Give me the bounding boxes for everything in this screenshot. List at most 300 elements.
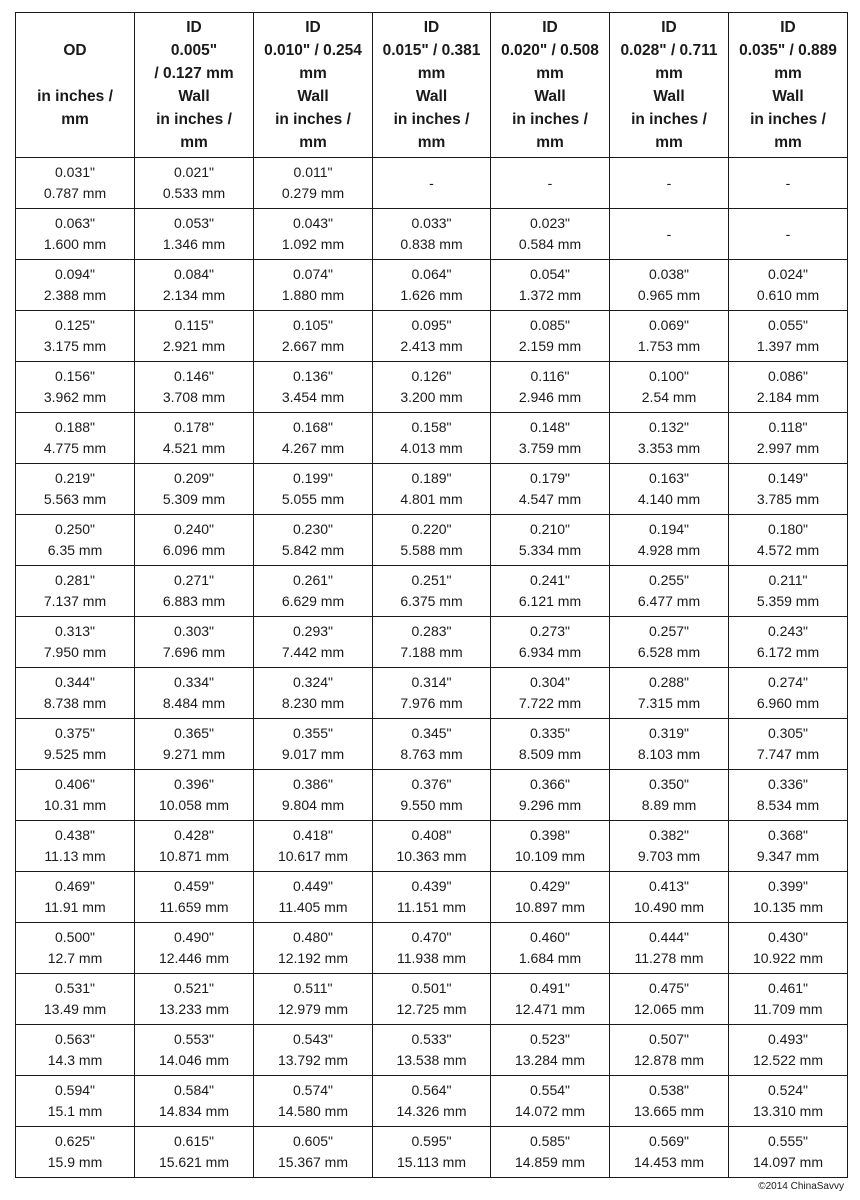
mm-value: 5.563 mm [43, 491, 107, 507]
table-row [16, 668, 848, 719]
wall-cell [491, 1076, 610, 1127]
header-line: / 0.127 mm [154, 65, 234, 82]
mm-value: 3.175 mm [43, 338, 107, 354]
mm-value: 0.533 mm [162, 185, 226, 201]
wall-cell [610, 209, 729, 260]
od-cell [16, 311, 135, 362]
mm-value: 4.547 mm [518, 491, 582, 507]
mm-value: 10.109 mm [514, 848, 586, 864]
wall-cell [135, 974, 254, 1025]
header-line: 0.015" / 0.381 [382, 42, 481, 59]
inch-value: 0.475" [648, 980, 689, 996]
mm-value: 3.454 mm [281, 389, 345, 405]
wall-cell [254, 923, 373, 974]
wall-cell [610, 770, 729, 821]
inch-value: 0.511" [293, 980, 333, 996]
od-cell [16, 770, 135, 821]
inch-value: 0.063" [54, 215, 95, 231]
inch-value: 0.521" [173, 980, 214, 996]
mm-value: 6.121 mm [518, 593, 582, 609]
header-line: Wall [534, 88, 566, 105]
inch-value: 0.105" [292, 317, 333, 333]
mm-value: 15.113 mm [397, 1154, 466, 1170]
wall-cell [729, 413, 848, 464]
wall-cell [373, 923, 491, 974]
inch-value: 0.158" [411, 419, 452, 435]
mm-value: 7.442 mm [281, 644, 345, 660]
inch-value: 0.408" [411, 827, 452, 843]
inch-value: 0.288" [648, 674, 689, 690]
header-line: ID [661, 19, 677, 36]
inch-value: 0.273" [529, 623, 570, 639]
wall-cell [610, 668, 729, 719]
header-line: ID [542, 19, 558, 36]
table-row [16, 770, 848, 821]
od-cell [16, 923, 135, 974]
tube-size-table [15, 12, 848, 1178]
od-cell [16, 719, 135, 770]
wall-cell [491, 566, 610, 617]
mm-value: 11.13 mm [44, 848, 106, 864]
header-line: ID [423, 19, 440, 36]
inch-value: 0.100" [648, 368, 689, 384]
mm-value: 1.346 mm [162, 236, 226, 252]
wall-cell [729, 158, 848, 209]
wall-cell [373, 617, 491, 668]
inch-value: 0.240" [173, 521, 214, 537]
table-row [16, 719, 848, 770]
od-cell [16, 1076, 135, 1127]
wall-cell [135, 821, 254, 872]
wall-cell [254, 158, 373, 209]
inch-value: 0.469" [54, 878, 95, 894]
inch-value: 0.189" [411, 470, 452, 486]
wall-cell [729, 719, 848, 770]
wall-cell [729, 260, 848, 311]
wall-cell [491, 1127, 610, 1178]
mm-value: 11.938 mm [397, 950, 466, 966]
mm-value: 9.296 mm [518, 797, 582, 813]
wall-cell [729, 770, 848, 821]
inch-value: 0.375" [54, 725, 95, 741]
mm-value: 9.703 mm [637, 848, 701, 864]
empty-dash: - [547, 174, 553, 191]
wall-cell [491, 413, 610, 464]
mm-value: 0.584 mm [518, 236, 582, 252]
wall-cell [729, 1025, 848, 1076]
mm-value: 0.787 mm [43, 185, 107, 201]
inch-value: 0.188" [54, 419, 95, 435]
wall-cell [729, 515, 848, 566]
wall-cell [254, 1076, 373, 1127]
mm-value: 8.484 mm [162, 695, 226, 711]
inch-value: 0.418" [292, 827, 333, 843]
inch-value: 0.344" [54, 674, 95, 690]
wall-cell [135, 617, 254, 668]
header-line: in inches / [275, 111, 351, 128]
inch-value: 0.281" [54, 572, 95, 588]
inch-value: 0.031" [54, 164, 95, 180]
od-cell [16, 209, 135, 260]
mm-value: 13.538 mm [396, 1052, 467, 1068]
inch-value: 0.084" [173, 266, 214, 282]
inch-value: 0.334" [173, 674, 214, 690]
header-line: Wall [772, 88, 804, 105]
wall-cell [729, 1127, 848, 1178]
inch-value: 0.118" [768, 419, 808, 435]
table-row [16, 872, 848, 923]
mm-value: 11.151 mm [397, 899, 466, 915]
wall-cell [135, 209, 254, 260]
header-line: Wall [178, 88, 210, 105]
header-line: in inches / [631, 111, 707, 128]
header-id-3 [373, 13, 491, 158]
od-cell [16, 1025, 135, 1076]
inch-value: 0.220" [411, 521, 452, 537]
mm-value: 5.359 mm [756, 593, 820, 609]
mm-value: 12.446 mm [158, 950, 230, 966]
mm-value: 4.140 mm [637, 491, 701, 507]
mm-value: 6.629 mm [281, 593, 345, 609]
wall-cell [373, 719, 491, 770]
wall-cell [254, 362, 373, 413]
inch-value: 0.413" [648, 878, 689, 894]
mm-value: 7.950 mm [43, 644, 107, 660]
wall-cell [610, 1025, 729, 1076]
mm-value: 9.550 mm [400, 797, 463, 813]
wall-cell [373, 872, 491, 923]
inch-value: 0.569" [648, 1133, 689, 1149]
inch-value: 0.335" [529, 725, 570, 741]
inch-value: 0.125" [54, 317, 95, 333]
mm-value: 2.184 mm [756, 389, 820, 405]
mm-value: 4.013 mm [400, 440, 463, 456]
header-line: in inches / [37, 88, 113, 105]
mm-value: 12.725 mm [396, 1001, 467, 1017]
wall-cell [373, 209, 491, 260]
header-line: in inches / [393, 111, 470, 128]
inch-value: 0.584" [173, 1082, 214, 1098]
mm-value: 11.709 mm [753, 1001, 823, 1017]
header-line: 0.005" [170, 42, 218, 59]
header-id-4 [491, 13, 610, 158]
mm-value: 9.525 mm [43, 746, 107, 762]
mm-value: 3.785 mm [756, 491, 820, 507]
wall-cell [610, 821, 729, 872]
mm-value: 4.775 mm [43, 440, 107, 456]
wall-cell [491, 362, 610, 413]
inch-value: 0.257" [648, 623, 689, 639]
inch-value: 0.449" [292, 878, 333, 894]
inch-value: 0.250" [54, 521, 95, 537]
mm-value: 12.7 mm [47, 950, 103, 966]
inch-value: 0.064" [411, 266, 452, 282]
wall-cell [610, 158, 729, 209]
inch-value: 0.524" [767, 1082, 808, 1098]
table-row [16, 515, 848, 566]
empty-dash: - [785, 174, 791, 191]
wall-cell [491, 464, 610, 515]
wall-cell [729, 668, 848, 719]
wall-cell [610, 515, 729, 566]
wall-cell [491, 821, 610, 872]
mm-value: 7.747 mm [756, 746, 820, 762]
mm-value: 2.134 mm [162, 287, 226, 303]
header-line: in inches / [512, 111, 588, 128]
wall-cell [491, 770, 610, 821]
inch-value: 0.255" [648, 572, 689, 588]
wall-cell [254, 821, 373, 872]
mm-value: 2.667 mm [281, 338, 345, 354]
mm-value: 5.588 mm [400, 542, 463, 558]
mm-value: 2.54 mm [641, 389, 697, 405]
wall-cell [135, 923, 254, 974]
mm-value: 1.397 mm [756, 338, 820, 354]
wall-cell [491, 923, 610, 974]
table-row [16, 1127, 848, 1178]
mm-value: 7.315 mm [637, 695, 701, 711]
inch-value: 0.523" [529, 1031, 570, 1047]
mm-value: 6.960 mm [756, 695, 820, 711]
inch-value: 0.241" [529, 572, 570, 588]
wall-cell [729, 617, 848, 668]
inch-value: 0.324" [292, 674, 333, 690]
wall-cell [135, 719, 254, 770]
empty-dash: - [666, 174, 672, 191]
mm-value: 6.934 mm [518, 644, 582, 660]
mm-value: 12.471 mm [514, 1001, 586, 1017]
header-line: Wall [297, 88, 329, 105]
inch-value: 0.011" [293, 164, 333, 180]
mm-value: 3.962 mm [43, 389, 107, 405]
header-line: Wall [653, 88, 685, 105]
wall-cell [135, 1025, 254, 1076]
mm-value: 6.883 mm [162, 593, 226, 609]
wall-cell [135, 770, 254, 821]
inch-value: 0.055" [767, 317, 808, 333]
wall-cell [491, 311, 610, 362]
wall-cell [254, 668, 373, 719]
inch-value: 0.368" [767, 827, 808, 843]
inch-value: 0.126" [411, 368, 452, 384]
inch-value: 0.303" [173, 623, 214, 639]
inch-value: 0.470" [411, 929, 452, 945]
inch-value: 0.625" [54, 1133, 95, 1149]
wall-cell [254, 566, 373, 617]
inch-value: 0.386" [292, 776, 333, 792]
inch-value: 0.148" [529, 419, 570, 435]
wall-cell [491, 260, 610, 311]
header-line: mm [655, 134, 683, 151]
table-row [16, 923, 848, 974]
inch-value: 0.219" [54, 470, 95, 486]
header-line: ID [305, 19, 321, 36]
table-row [16, 617, 848, 668]
inch-value: 0.094" [54, 266, 95, 282]
inch-value: 0.095" [411, 317, 452, 333]
mm-value: 8.89 mm [641, 797, 697, 813]
header-line: 0.020" / 0.508 [501, 42, 599, 59]
wall-cell [373, 566, 491, 617]
inch-value: 0.209" [173, 470, 214, 486]
mm-value: 14.580 mm [277, 1103, 349, 1119]
inch-value: 0.319" [648, 725, 689, 741]
mm-value: 10.871 mm [158, 848, 230, 864]
inch-value: 0.199" [292, 470, 333, 486]
wall-cell [254, 974, 373, 1025]
wall-cell [135, 515, 254, 566]
mm-value: 5.334 mm [518, 542, 582, 558]
od-cell [16, 668, 135, 719]
wall-cell [610, 413, 729, 464]
empty-dash: - [666, 225, 672, 242]
inch-value: 0.460" [529, 929, 570, 945]
mm-value: 14.072 mm [514, 1103, 586, 1119]
inch-value: 0.116" [530, 368, 570, 384]
inch-value: 0.350" [648, 776, 689, 792]
wall-cell [610, 311, 729, 362]
header-line: in inches / [750, 111, 826, 128]
wall-cell [373, 311, 491, 362]
header-line: 0.035" / 0.889 [739, 42, 837, 59]
od-cell [16, 872, 135, 923]
wall-cell [491, 719, 610, 770]
od-cell [16, 158, 135, 209]
wall-cell [729, 464, 848, 515]
mm-value: 10.363 mm [396, 848, 467, 864]
wall-cell [729, 923, 848, 974]
header-line: in inches / [156, 111, 232, 128]
wall-cell [729, 1076, 848, 1127]
inch-value: 0.211" [768, 572, 808, 588]
wall-cell [254, 617, 373, 668]
mm-value: 4.267 mm [281, 440, 345, 456]
inch-value: 0.543" [292, 1031, 333, 1047]
copyright-notice: ©2014 ChinaSavvy [758, 1181, 844, 1192]
header-line: mm [536, 134, 564, 151]
wall-cell [491, 617, 610, 668]
inch-value: 0.033" [411, 215, 452, 231]
wall-cell [254, 311, 373, 362]
mm-value: 6.528 mm [637, 644, 701, 660]
inch-value: 0.069" [648, 317, 689, 333]
inch-value: 0.132" [648, 419, 689, 435]
mm-value: 6.096 mm [162, 542, 226, 558]
header-line: ID [780, 19, 796, 36]
mm-value: 14.046 mm [158, 1052, 230, 1068]
wall-cell [254, 413, 373, 464]
mm-value: 13.665 mm [633, 1103, 705, 1119]
wall-cell [610, 566, 729, 617]
wall-cell [373, 413, 491, 464]
mm-value: 6.35 mm [47, 542, 103, 558]
mm-value: 5.309 mm [162, 491, 226, 507]
inch-value: 0.194" [648, 521, 689, 537]
od-cell [16, 464, 135, 515]
inch-value: 0.024" [767, 266, 808, 282]
mm-value: 13.49 mm [43, 1001, 107, 1017]
inch-value: 0.345" [411, 725, 452, 741]
header-line: ID [186, 19, 202, 36]
mm-value: 10.617 mm [277, 848, 349, 864]
wall-cell [254, 515, 373, 566]
mm-value: 5.842 mm [281, 542, 345, 558]
mm-value: 0.838 mm [400, 236, 463, 252]
header-line: mm [299, 65, 327, 82]
mm-value: 7.976 mm [400, 695, 463, 711]
inch-value: 0.585" [529, 1133, 570, 1149]
header-line: 0.010" / 0.254 [264, 42, 362, 59]
wall-cell [135, 1076, 254, 1127]
inch-value: 0.115" [174, 317, 214, 333]
inch-value: 0.305" [767, 725, 808, 741]
header-line: mm [417, 65, 446, 82]
mm-value: 3.708 mm [162, 389, 226, 405]
table-row [16, 158, 848, 209]
inch-value: 0.304" [529, 674, 570, 690]
mm-value: 12.192 mm [277, 950, 349, 966]
mm-value: 1.880 mm [281, 287, 345, 303]
wall-cell [373, 464, 491, 515]
mm-value: 10.31 mm [43, 797, 107, 813]
inch-value: 0.274" [767, 674, 808, 690]
header-id-5 [610, 13, 729, 158]
header-line: mm [180, 134, 208, 151]
wall-cell [610, 1127, 729, 1178]
od-cell [16, 821, 135, 872]
table-row [16, 821, 848, 872]
inch-value: 0.491" [529, 980, 570, 996]
inch-value: 0.180" [767, 521, 808, 537]
inch-value: 0.074" [292, 266, 333, 282]
inch-value: 0.210" [529, 521, 570, 537]
inch-value: 0.163" [648, 470, 689, 486]
wall-cell [610, 260, 729, 311]
wall-cell [254, 209, 373, 260]
wall-cell [135, 464, 254, 515]
inch-value: 0.053" [173, 215, 214, 231]
wall-cell [254, 1127, 373, 1178]
mm-value: 1.092 mm [281, 236, 345, 252]
inch-value: 0.490" [173, 929, 214, 945]
wall-cell [373, 770, 491, 821]
mm-value: 5.055 mm [281, 491, 345, 507]
wall-cell [610, 719, 729, 770]
header-id-2 [254, 13, 373, 158]
header-line: mm [774, 134, 802, 151]
inch-value: 0.366" [529, 776, 570, 792]
wall-cell [610, 464, 729, 515]
mm-value: 13.792 mm [277, 1052, 349, 1068]
mm-value: 14.453 mm [633, 1154, 705, 1170]
wall-cell [373, 821, 491, 872]
inch-value: 0.376" [411, 776, 452, 792]
mm-value: 11.659 mm [159, 899, 229, 915]
wall-cell [373, 515, 491, 566]
mm-value: 2.388 mm [43, 287, 107, 303]
mm-value: 3.353 mm [637, 440, 701, 456]
mm-value: 14.859 mm [514, 1154, 586, 1170]
wall-cell [491, 158, 610, 209]
table-row [16, 209, 848, 260]
inch-value: 0.156" [54, 368, 95, 384]
od-cell [16, 617, 135, 668]
mm-value: 9.017 mm [281, 746, 345, 762]
inch-value: 0.480" [292, 929, 333, 945]
wall-cell [729, 974, 848, 1025]
wall-cell [610, 974, 729, 1025]
mm-value: 14.3 mm [47, 1052, 103, 1068]
